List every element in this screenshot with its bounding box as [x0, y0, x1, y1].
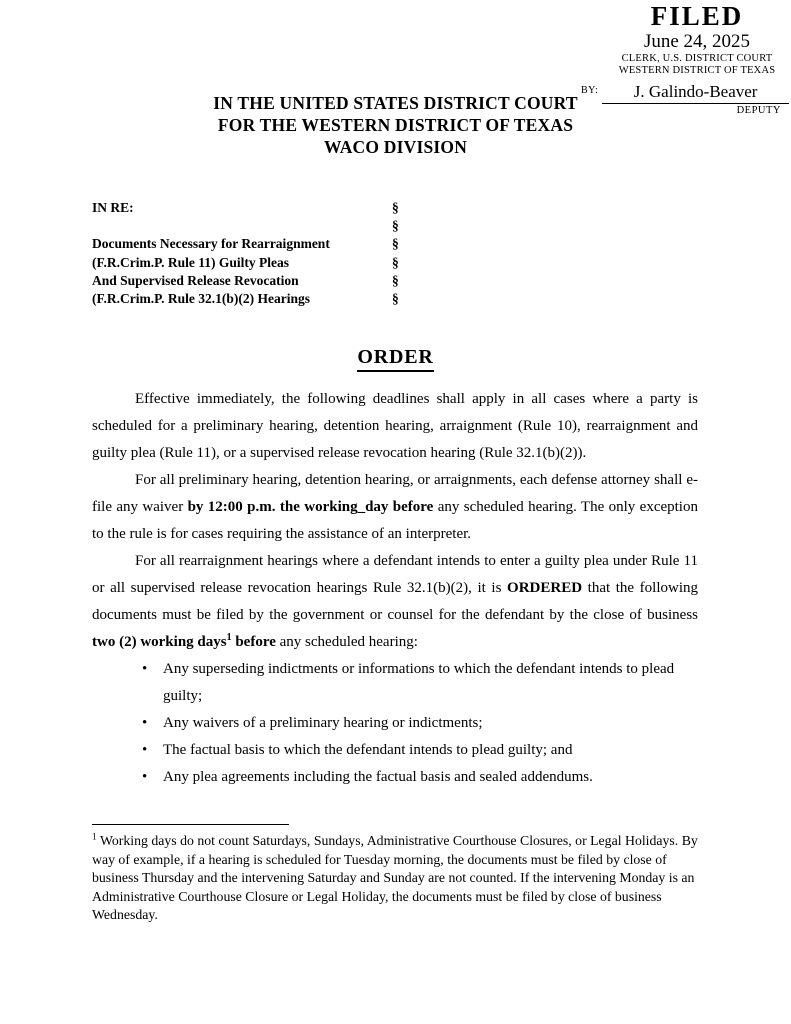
paragraph-1-text: Effective immediately, the following deadlines shall apply in all cases where a party is scheduled for a preliminary hearing, detention hearing, arraignment (Rule 10), rearraignment and guilty plea (Rule 11), or a supervised release revocation hearing (Rule 32.1(b)(2)). [92, 391, 698, 461]
paragraph-3-before: before [231, 634, 276, 650]
caption-text: Documents Necessary for Rearraignment [92, 236, 330, 252]
caption-row [92, 217, 512, 235]
footnote-body [92, 832, 706, 925]
bullet-marker: • [142, 742, 148, 758]
footnote [92, 824, 706, 925]
bullet-item [92, 737, 698, 764]
paragraph-3-working-days: two (2) working days [92, 634, 227, 650]
paragraph-3-ordered: ORDERED [507, 580, 583, 596]
bullet-item [92, 710, 698, 737]
court-heading-line3: WACO DIVISION [323, 137, 468, 157]
footnote-reference: 1 [226, 632, 232, 643]
section-symbol: § [392, 254, 399, 270]
bullet-list [92, 656, 698, 791]
caption-row [92, 254, 512, 272]
case-caption [92, 199, 512, 308]
section-symbol: § [392, 291, 399, 307]
clerk-line: CLERK, U.S. DISTRICT COURT [621, 53, 773, 64]
court-heading-line1: IN THE UNITED STATES DISTRICT COURT [213, 93, 578, 113]
paragraph-2-post: any scheduled hearing. The only exception to the rule is for cases requiring the assistance of an interpreter. [92, 499, 698, 542]
bullet-text: Any superseding indictments or informations to which the defendant intends to plead guilty; [163, 661, 675, 704]
deputy-label: DEPUTY [736, 105, 781, 116]
document-body [92, 386, 698, 791]
caption-text: (F.R.Crim.P. Rule 11) Guilty Pleas [92, 254, 289, 270]
bullet-marker: • [142, 661, 148, 677]
caption-text: IN RE: [92, 200, 134, 215]
caption-row [92, 235, 512, 253]
section-symbol: § [392, 200, 399, 215]
footnote-marker: 1 [92, 832, 97, 843]
bullet-item [92, 656, 698, 710]
bullet-text: The factual basis to which the defendant intends to plead guilty; and [163, 742, 573, 758]
filed-date: June 24, 2025 [643, 31, 751, 52]
paragraph-2-pre: For all preliminary hearing, detention hearing, or arraignments, each defense attorney shall e-file any waiver [92, 472, 698, 515]
court-heading [0, 92, 791, 158]
order-title: ORDER [357, 346, 433, 372]
footnote-separator [92, 824, 289, 825]
bullet-marker: • [142, 769, 148, 785]
caption-row [92, 272, 512, 290]
bullet-marker: • [142, 715, 148, 731]
court-heading-line2: FOR THE WESTERN DISTRICT OF TEXAS [217, 115, 574, 135]
caption-text [92, 217, 392, 235]
footnote-text: Working days do not count Saturdays, Sundays, Administrative Courthouse Closures, or Legal Holidays. By way of example, if a hearing is scheduled for Tuesday morning, the documents must be filed by close of business Thursday and the intervening Saturday and Sunday are not counted. If the intervening Monday is an Administrative Courthouse Closure or Legal Holiday, the documents must be filed by close of business Wednesday. [92, 833, 698, 923]
by-label: BY: [581, 85, 599, 96]
deputy-signature: J. Galindo-Beaver [602, 82, 789, 104]
paragraph-1 [92, 386, 698, 467]
caption-row [92, 290, 512, 308]
section-symbol: § [392, 272, 399, 288]
caption-text: And Supervised Release Revocation [92, 272, 299, 288]
caption-text: (F.R.Crim.P. Rule 32.1(b)(2) Hearings [92, 291, 310, 307]
district-line: WESTERN DISTRICT OF TEXAS [618, 65, 776, 76]
paragraph-3 [92, 548, 698, 656]
paragraph-3-seg0: For all rearraignment hearings where a defendant intends to enter a guilty plea under Rule 11 or all supervised release revocation hearings Rule 32.1(b)(2), it is [92, 553, 698, 596]
caption-row [92, 199, 512, 217]
paragraph-2-bold: by 12:00 p.m. the working_day before [187, 499, 434, 515]
section-symbol: § [392, 236, 399, 252]
bullet-item [92, 764, 698, 791]
paragraph-3-seg5: any scheduled hearing: [275, 634, 418, 650]
order-title-wrap [0, 346, 791, 372]
bullet-text: Any plea agreements including the factual basis and sealed addendums. [163, 769, 593, 785]
filed-label: FILED [650, 1, 744, 31]
bullet-text: Any waivers of a preliminary hearing or indictments; [163, 715, 483, 731]
paragraph-2 [92, 467, 698, 548]
paragraph-3-seg2: that the following documents must be filed by the government or counsel for the defendant by the close of business [92, 580, 698, 623]
section-symbol: § [392, 218, 399, 234]
